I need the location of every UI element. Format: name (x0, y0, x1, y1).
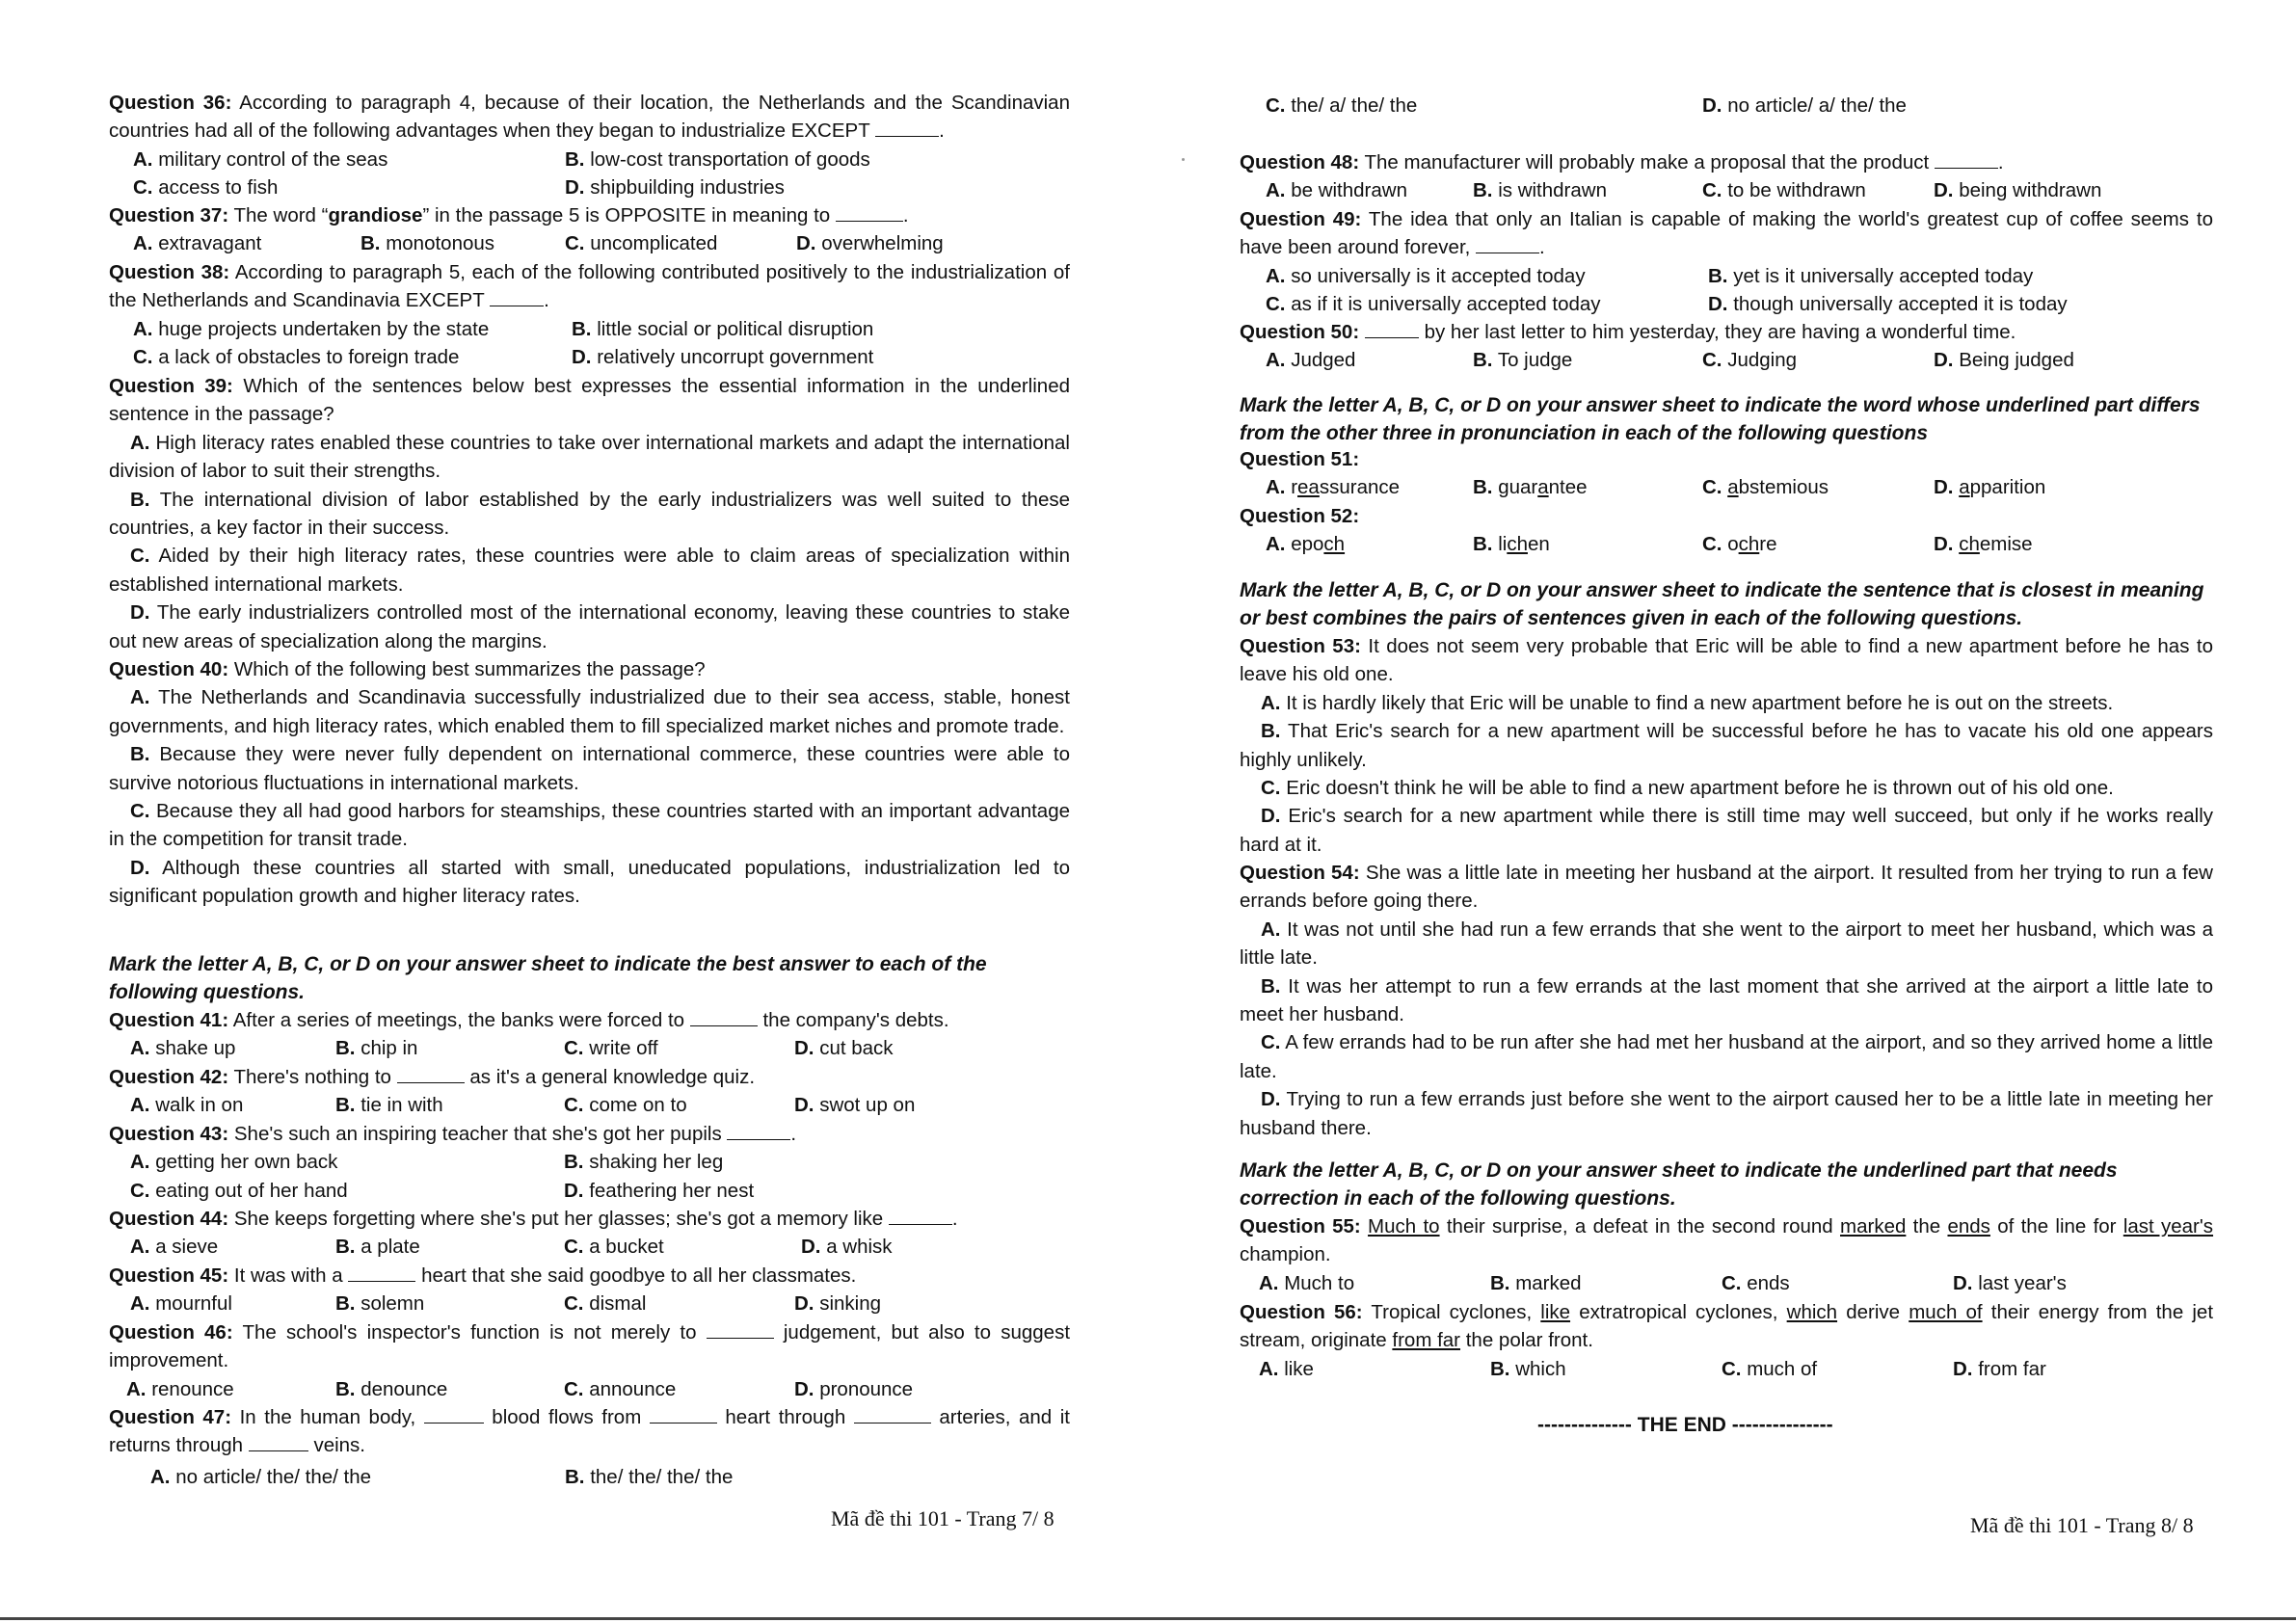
question-43: Question 43: She's such an inspiring teacher that she's got her pupils . A. getting her own back B. shaking her leg C. eating out of her hand D. feathering her nest (109, 1120, 1070, 1205)
question-number: Question 52: (1240, 505, 1360, 527)
question-number: Question 53: (1240, 635, 1361, 657)
option-a: A. walk in on (130, 1094, 244, 1117)
option-d: D. pronounce (794, 1377, 914, 1400)
option-c: C. as if it is universally accepted today (1266, 293, 1601, 316)
answer-blank (1476, 237, 1539, 253)
option-a: A. epoch (1266, 533, 1346, 556)
option-b: B. guarantee (1473, 476, 1588, 499)
question-number: Question 40: (109, 658, 229, 680)
option-b: B. monotonous (360, 232, 495, 255)
option-c: C. eating out of her hand (130, 1179, 348, 1202)
option-d: D. feathering her nest (564, 1179, 755, 1202)
question-45: Question 45: It was with a heart that she said goodbye to all her classmates. A. mournful B. solemn C. dismal D. sinking (109, 1262, 1070, 1318)
question-number: Question 43: (109, 1123, 229, 1145)
answer-blank (348, 1265, 415, 1282)
answer-blank (424, 1407, 484, 1423)
option-d: D. Although these countries all started with small, uneducated populations, industrialization led to significant population growth and higher literacy rates. (109, 856, 1070, 908)
question-50: Question 50: by her last letter to him yesterday, they are having a wonderful time. A. Judged B. To judge C. Judging D. Being judged (1240, 318, 2213, 375)
question-51 (1240, 445, 2213, 502)
option-a: A. a sieve (130, 1236, 219, 1259)
question-36: Question 36: According to paragraph 4, because of their location, the Netherlands and the Scandinavian countries had all of the following advantages when they began to industrialize EXCEPT . A. military control of the seas B. low-cost transportation of goods C. access to fish D. shipbuilding industries (109, 89, 1070, 202)
the-end-marker: -------------- THE END --------------- (1537, 1414, 1833, 1436)
question-number: Question 39: (109, 375, 233, 397)
option-d: D. Trying to run a few errands just before she went to the airport caused her to be a little late in meeting her husband there. (1240, 1088, 2213, 1139)
option-c: C. ochre (1702, 533, 1777, 556)
question-text: According to paragraph 4, because of their location, the Netherlands and the Scandinavian countries had all of the following advantages when they began to industrialize EXCEPT (109, 92, 1070, 143)
option-d: D. shipbuilding industries (565, 176, 785, 200)
answer-blank (875, 120, 939, 137)
option-c: C. Judging (1702, 349, 1798, 372)
question-44: Question 44: She keeps forgetting where she's put her glasses; she's got a memory like . A. a sieve B. a plate C. a bucket D. a whisk (109, 1205, 1070, 1262)
option-d: D. chemise (1934, 533, 2033, 556)
answer-blank (707, 1322, 774, 1339)
option-d: D. last year's (1953, 1271, 2067, 1294)
answer-blank (727, 1124, 790, 1140)
question-number: Question 46: (109, 1321, 233, 1344)
question-number: Question 51: (1240, 448, 1360, 470)
option-d: D. swot up on (794, 1094, 916, 1117)
option-b: B. the/ the/ the/ the (565, 1465, 734, 1488)
option-d: D. apparition (1934, 476, 2046, 499)
option-b: B. yet is it universally accepted today (1708, 264, 2034, 287)
question-37: Question 37: The word “grandiose” in the passage 5 is OPPOSITE in meaning to . A. extravagant B. monotonous C. uncomplicated D. overwhelming (109, 201, 1070, 258)
option-a: A. reassurance (1266, 476, 1401, 499)
option-c: C. Because they all had good harbors for steamships, these countries started with an important advantage in the competition for transit trade. (109, 800, 1071, 851)
option-b: B. That Eric's search for a new apartment will be successful before he has to vacate his old one appears highly unlikely. (1240, 720, 2213, 771)
question-number: Question 47: (109, 1406, 232, 1428)
option-b: B. It was her attempt to run a few errands at the last moment that she arrived at the airport a little late to meet her husband. (1240, 974, 2213, 1026)
question-number: Question 44: (109, 1208, 229, 1230)
option-d: D. The early industrializers controlled most of the international economy, leaving these countries to stake out new areas of specialization along the margins. (109, 601, 1070, 652)
option-d: D. a whisk (801, 1236, 893, 1259)
question-40: Question 40: Which of the following best summarizes the passage? A. The Netherlands and Scandinavia successfully industrialized due to their sea access, stable, honest governments, and high literacy rates, which enabled them to fill specialized market niches and promote trade. B. Because they were never fully dependent on international commerce, these countries were able to survive notorious fluctuations in international markets. C. Because they all had good harbors for steamships, these countries started with an important advantage in the competition for transit trade. D. Although these countries all started with small, uneducated populations, industrialization led to significant population growth and higher literacy rates. (109, 655, 1070, 911)
question-54: Question 54: She was a little late in meeting her husband at the airport. It resulted from her trying to run a few errands before going there. A. It was not until she had run a few errands that she went to the airport to meet her husband, which was a little late. B. It was her attempt to run a few errands at the last moment that she arrived at the airport a little late to meet her husband. C. A few errands had to be run after she had met her husband at the airport, and so they arrived home a little late. D. Trying to run a few errands just before she went to the airport caused her to be a little late in meeting her husband there. (1240, 859, 2213, 1142)
option-a: A. shake up (130, 1037, 236, 1060)
option-d: D. Being judged (1934, 349, 2074, 372)
option-d: D. no article/ a/ the/ the (1702, 94, 1907, 117)
option-c: C. the/ a/ the/ the (1266, 94, 1418, 117)
answer-blank (1365, 322, 1419, 338)
option-a: A. so universally is it accepted today (1266, 264, 1586, 287)
option-c: C. A few errands had to be run after she had met her husband at the airport, and so they arrived home a little late. (1240, 1031, 2213, 1082)
option-b: B. marked (1490, 1271, 1582, 1294)
question-number: Question 37: (109, 204, 229, 226)
option-c: C. Aided by their high literacy rates, these countries were able to claim areas of specialization within established international markets. (109, 545, 1070, 596)
option-a: A. getting her own back (130, 1151, 338, 1174)
option-b: B. Because they were never fully dependent on international commerce, these countries were able to survive notorious fluctuations in international markets. (109, 743, 1070, 794)
option-a: A. like (1259, 1357, 1314, 1380)
option-d: D. though universally accepted it is today (1708, 293, 2068, 316)
option-a: A. High literacy rates enabled these countries to take over international markets and adapt the international division of labor to suit their strengths. (109, 431, 1070, 483)
scan-edge-line (0, 1617, 2296, 1620)
question-number: Question 41: (109, 1009, 229, 1031)
section-instruction: Mark the letter A, B, C, or D on your answer sheet to indicate the sentence that is closest in meaning or best combines the pairs of sentences given in each of the following questions. (1240, 579, 2204, 630)
option-b: B. chip in (335, 1037, 418, 1060)
question-48: Question 48: The manufacturer will probably make a proposal that the product . A. be withdrawn B. is withdrawn C. to be withdrawn D. being withdrawn (1240, 148, 2213, 205)
question-46: Question 46: The school's inspector's function is not merely to judgement, but also to suggest improvement. A. renounce B. denounce C. announce D. pronounce (109, 1318, 1070, 1403)
section-instruction: Mark the letter A, B, C, or D on your answer sheet to indicate the best answer to each of the following questions. (109, 953, 987, 1004)
option-d: D. being withdrawn (1934, 179, 2102, 202)
option-c: C. ends (1722, 1271, 1790, 1294)
section-instruction: Mark the letter A, B, C, or D on your answer sheet to indicate the underlined part that needs correction in each of the following questions. (1240, 1159, 2118, 1211)
question-47: Question 47: In the human body, blood flows from heart through arteries, and it returns through veins. A. no article/ the/ the/ the B. the/ the/ the/ the (109, 1403, 1070, 1491)
page-footer: Mã đề thi 101 - Trang 8/ 8 (1970, 1513, 2194, 1537)
question-number: Question 45: (109, 1264, 229, 1287)
option-b: B. a plate (335, 1236, 420, 1259)
answer-blank (1935, 152, 1998, 169)
answer-blank (490, 290, 544, 306)
answer-blank (836, 205, 903, 222)
option-a: A. no article/ the/ the/ the (150, 1465, 372, 1488)
question-number: Question 36: (109, 92, 232, 114)
option-b: B. shaking her leg (564, 1151, 724, 1174)
answer-blank (249, 1435, 308, 1451)
section-instruction: Mark the letter A, B, C, or D on your answer sheet to indicate the word whose underlined part differs from the other three in pronunciation in each of the following questions (1240, 394, 2201, 445)
option-b: B. The international division of labor established by the early industrializers was well suited to these countries, a key factor in their success. (109, 488, 1070, 540)
option-c: C. much of (1722, 1357, 1818, 1380)
question-42: Question 42: There's nothing to as it's a general knowledge quiz. A. walk in on B. tie in with C. come on to D. swot up on (109, 1063, 1070, 1120)
option-c: C. dismal (564, 1292, 647, 1316)
option-c: C. Eric doesn't think he will be able to find a new apartment before he is thrown out of his old one. (1261, 777, 2114, 800)
question-number: Question 56: (1240, 1301, 1363, 1323)
question-number: Question 55: (1240, 1215, 1361, 1237)
page-footer: Mã đề thi 101 - Trang 7/ 8 (831, 1506, 1055, 1530)
answer-blank (854, 1407, 931, 1423)
option-c: C. access to fish (133, 176, 279, 200)
question-number: Question 48: (1240, 151, 1360, 173)
option-a: A. be withdrawn (1266, 179, 1407, 202)
option-d: D. cut back (794, 1037, 894, 1060)
question-53: Question 53: It does not seem very probable that Eric will be able to find a new apartment before he has to leave his old one. A. It is hardly likely that Eric will be unable to find a new apartment before he is out on the streets. B. That Eric's search for a new apartment will be successful before he has to vacate his old one appears highly unlikely. C. Eric doesn't think he will be able to find a new apartment before he is thrown out of his old one. D. Eric's search for a new apartment while there is still time may well succeed, but only if he works really hard at it. (1240, 632, 2213, 859)
question-number: Question 42: (109, 1066, 229, 1088)
question-number: Question 50: (1240, 321, 1360, 343)
option-c: C. come on to (564, 1094, 687, 1117)
option-c: C. abstemious (1702, 476, 1829, 499)
question-55: Question 55: Much to their surprise, a defeat in the second round marked the ends of the line for last year's champion. A. Much to B. marked C. ends D. last year's (1240, 1212, 2213, 1297)
question-number: Question 49: (1240, 208, 1362, 230)
option-a: A. extravagant (133, 232, 262, 255)
option-d: D. Eric's search for a new apartment while there is still time may well succeed, but only if he works really hard at it. (1240, 805, 2214, 856)
option-d: D. from far (1953, 1357, 2046, 1380)
option-d: D. overwhelming (796, 232, 944, 255)
option-d: D. sinking (794, 1292, 882, 1316)
option-b: B. denounce (335, 1377, 448, 1400)
page-right (1148, 0, 2296, 1623)
question-56: Question 56: Tropical cyclones, like extratropical cyclones, which derive much of their energy from the jet stream, originate from far the polar front. A. like B. which C. much of D. from far (1240, 1298, 2213, 1383)
question-52 (1240, 502, 2213, 559)
option-a: A. It was not until she had run a few errands that she went to the airport to meet her husband, which was a little late. (1240, 918, 2213, 970)
option-a: A. The Netherlands and Scandinavia successfully industrialized due to their sea access, stable, honest governments, and high literacy rates, which enabled them to fill specialized market niches and promote trade. (109, 686, 1070, 737)
answer-blank (690, 1010, 758, 1026)
option-a: A. renounce (126, 1377, 234, 1400)
question-number: Question 38: (109, 261, 230, 283)
option-b: B. tie in with (335, 1094, 443, 1117)
option-b: B. is withdrawn (1473, 179, 1607, 202)
option-a: A. Much to (1259, 1271, 1355, 1294)
option-c: C. to be withdrawn (1702, 179, 1866, 202)
option-a: A. Judged (1266, 349, 1356, 372)
highlighted-word: grandiose (328, 204, 423, 226)
option-c: C. announce (564, 1377, 677, 1400)
answer-blank (397, 1067, 465, 1083)
option-c: C. a lack of obstacles to foreign trade (133, 346, 460, 369)
option-b: B. solemn (335, 1292, 425, 1316)
answer-blank (889, 1209, 952, 1225)
question-38: Question 38: According to paragraph 5, each of the following contributed positively to the industrialization of the Netherlands and Scandinavia EXCEPT . A. huge projects undertaken by the state B. little social or political disruption C. a lack of obstacles to foreign trade D. relatively uncorrupt government (109, 258, 1070, 372)
option-b: B. lichen (1473, 533, 1550, 556)
option-c: C. write off (564, 1037, 658, 1060)
option-b: B. low-cost transportation of goods (565, 147, 870, 171)
option-a: A. military control of the seas (133, 147, 388, 171)
option-a: A. It is hardly likely that Eric will be unable to find a new apartment before he is out on the streets. (1261, 691, 2114, 714)
option-b: B. which (1490, 1357, 1566, 1380)
option-a: A. mournful (130, 1292, 232, 1316)
option-c: C. uncomplicated (565, 232, 718, 255)
option-d: D. relatively uncorrupt government (572, 346, 874, 369)
option-c: C. a bucket (564, 1236, 664, 1259)
question-number: Question 54: (1240, 862, 1360, 884)
question-39: Question 39: Which of the sentences below best expresses the essential information in the underlined sentence in the passage? A. High literacy rates enabled these countries to take over international markets and adapt the international division of labor to suit their strengths. B. The international division of labor established by the early industrializers was well suited to these countries, a key factor in their success. C. Aided by their high literacy rates, these countries were able to claim areas of specialization within established international markets. D. The early industrializers controlled most of the international economy, leaving these countries to stake out new areas of specialization along the margins. (109, 372, 1070, 655)
option-a: A. huge projects undertaken by the state (133, 317, 490, 340)
option-b: B. To judge (1473, 349, 1573, 372)
question-41: Question 41: After a series of meetings, the banks were forced to the company's debts. A. shake up B. chip in C. write off D. cut back (109, 1006, 1070, 1063)
answer-blank (650, 1407, 717, 1423)
option-b: B. little social or political disruption (572, 317, 874, 340)
question-49: Question 49: The idea that only an Italian is capable of making the world's greatest cup of coffee seems to have been around forever, . A. so universally is it accepted today B. yet is it universally accepted today C. as if it is universally accepted today D. though universally accepted it is today (1240, 205, 2213, 319)
question-47-continued (1240, 92, 2213, 120)
